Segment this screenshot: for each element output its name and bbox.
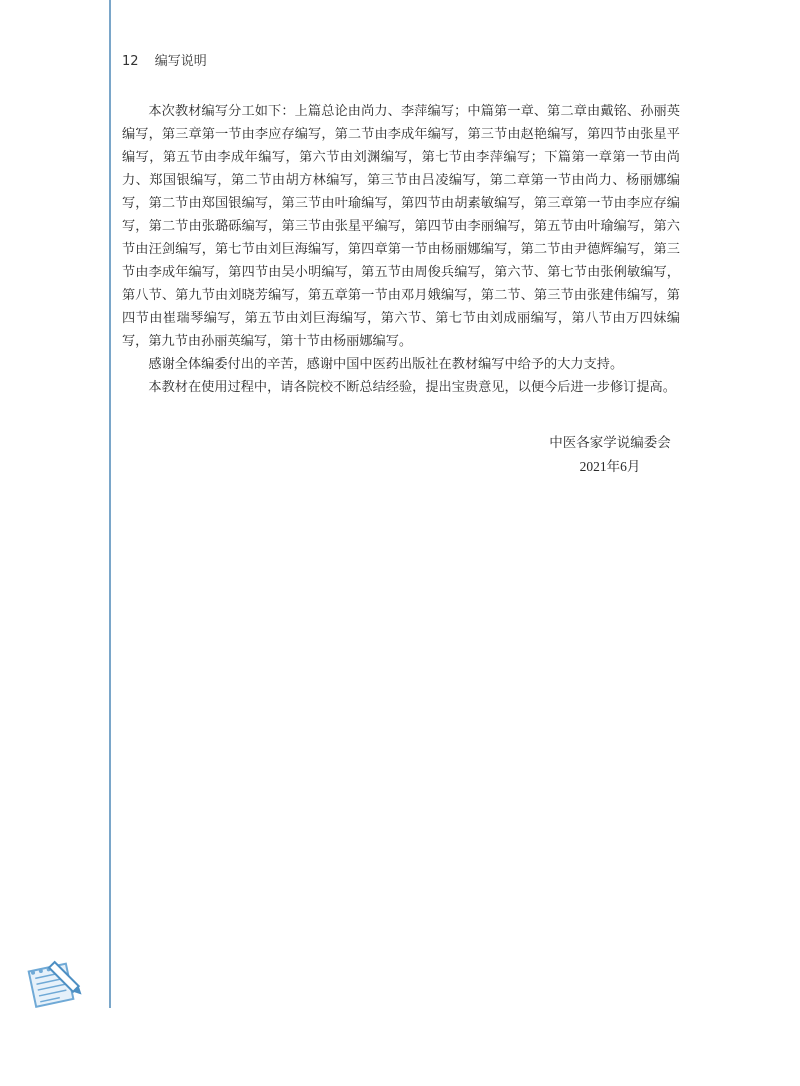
editorial-committee: 中医各家学说编委会 xyxy=(549,435,671,451)
notebook-pencil-icon xyxy=(22,955,84,1011)
page-number: 12 xyxy=(122,54,139,69)
signature-block xyxy=(540,431,680,479)
paragraph-authorship: 本次教材编写分工如下：上篇总论由尚力、李萍编写；中篇第一章、第二章由戴铭、孙丽英编写，第三章第一节由李应存编写，第二节由李成年编写，第三节由赵艳编写，第四节由张星平编写，第五节由李成年编写，第六节由刘渊编写，第七节由李萍编写；下篇第一章第一节由尚力、郑国银编写，第二节由胡方林编写，第三节由吕凌编写，第二章第一节由尚力、杨丽娜编写，第二节由郑国银编写，第三节由叶瑜编写，第四节由胡素敏编写，第三章第一节由李应存编写，第二节由张璐砾编写，第三节由张星平编写，第四节由李丽编写，第五节由叶瑜编写，第六节由汪剑编写，第七节由刘巨海编写，第四章第一节由杨丽娜编写，第二节由尹德辉编写，第三节由李成年编写，第四节由吴小明编写，第五节由周俊兵编写，第六节、第七节由张俐敏编写，第八节、第九节由刘晓芳编写，第五章第一节由邓月娥编写，第二节、第三节由张建伟编写，第四节由崔瑞琴编写，第五节由刘巨海编写，第六节、第七节由刘成丽编写，第八节由万四妹编写，第九节由孙丽英编写，第十节由杨丽娜编写。 xyxy=(122,104,680,349)
paragraph-feedback: 本教材在使用过程中，请各院校不断总结经验，提出宝贵意见，以便今后进一步修订提高。 xyxy=(148,380,676,395)
margin-rule xyxy=(109,0,111,1008)
paragraph-acknowledgement: 感谢全体编委付出的辛苦，感谢中国中医药出版社在教材编写中给予的大力支持。 xyxy=(148,357,624,372)
body-text xyxy=(122,100,680,399)
page-header xyxy=(122,50,207,69)
signature-date: 2021年6月 xyxy=(579,459,641,474)
section-title: 编写说明 xyxy=(154,54,207,69)
